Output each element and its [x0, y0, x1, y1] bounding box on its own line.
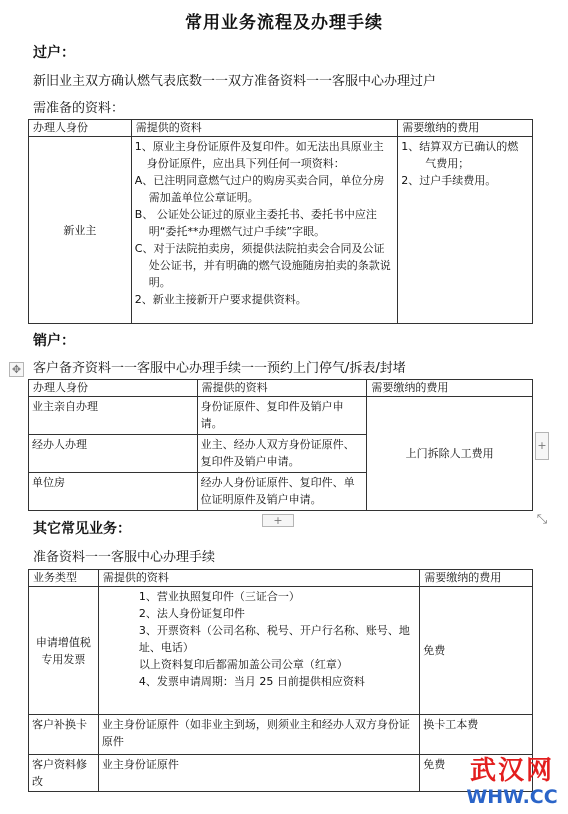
table-resize-handle-icon[interactable]: ⤡	[536, 512, 548, 527]
list-item: 3、开票资料（公司名称、税号、开户行名称、账号、地址、电话）	[138, 624, 410, 654]
other-flow: 准备资料一一客服中心办理手续	[33, 550, 216, 565]
site-watermark-logo	[456, 756, 568, 808]
cancel-heading: 销户：	[33, 333, 75, 349]
table-row	[29, 397, 533, 435]
transfer-materials-label: 需准备的资料：	[33, 101, 125, 116]
docs-cell	[98, 587, 419, 715]
header-cell: 需要缴纳的费用	[420, 570, 533, 587]
table-move-handle-icon[interactable]: ✥	[9, 362, 24, 377]
fees-cell	[398, 137, 533, 324]
identity-cell: 单位房	[29, 473, 198, 511]
table-row	[29, 137, 533, 324]
type-cell: 客户资料修改	[29, 755, 99, 792]
list-item: 1、营业执照复印件（三证合一）	[138, 590, 300, 603]
list-item: 1、结算双方已确认的燃气费用；	[401, 140, 519, 170]
list-item: 2、新业主接新开户要求提供资料。	[134, 293, 307, 306]
identity-cell: 业主亲自办理	[29, 397, 198, 435]
table-row	[29, 587, 533, 715]
header-cell: 需提供的资料	[98, 570, 419, 587]
docs-cell: 业主身份证原件	[98, 755, 419, 792]
type-cell: 客户补换卡	[29, 715, 99, 755]
header-cell: 业务类型	[29, 570, 99, 587]
watermark-text: 武汉网	[469, 756, 554, 786]
list-item: 2、过户手续费用。	[401, 174, 497, 187]
fee-cell: 免费	[420, 755, 533, 792]
cancel-flow: 客户备齐资料一一客服中心办理手续一一预约上门停气/拆表/封堵	[33, 361, 406, 376]
header-cell: 办理人身份	[29, 380, 198, 397]
header-cell: 办理人身份	[29, 120, 132, 137]
add-row-button[interactable]: +	[262, 514, 294, 527]
list-item: A、已注明同意燃气过户的购房买卖合同，单位分房需加盖单位公章证明。	[134, 174, 385, 204]
fee-cell: 换卡工本费	[420, 715, 533, 755]
list-item: 2、法人身份证复印件	[138, 607, 245, 620]
table-header-row	[29, 570, 533, 587]
docs-cell: 经办人身份证原件、复印件、单位证明原件及销户申请。	[197, 473, 367, 511]
fee-cell: 免费	[420, 587, 533, 715]
table-header-row	[29, 120, 533, 137]
docs-cell: 业主身份证原件（如非业主到场，则须业主和经办人双方身份证原件	[98, 715, 419, 755]
docs-cell	[131, 137, 397, 324]
header-cell: 需提供的资料	[197, 380, 367, 397]
header-cell: 需要缴纳的费用	[367, 380, 533, 397]
list-item: B、 公证处公证过的原业主委托书、委托书中应注明“委托**办理燃气过户手续”字眼。	[134, 208, 377, 238]
docs-cell: 身份证原件、复印件及销户申请。	[197, 397, 367, 435]
type-cell: 申请增值税专用发票	[29, 587, 99, 715]
header-cell: 需要缴纳的费用	[398, 120, 533, 137]
document-title: 常用业务流程及办理手续	[185, 13, 383, 33]
transfer-heading: 过户：	[33, 45, 75, 61]
list-item: 1、原业主身份证原件及复印件。如无法出具原业主身份证原件，应出具下列任何一项资料：	[134, 140, 384, 170]
table-row	[29, 715, 533, 755]
list-item: 4、发票申请周期：当月 25 日前提供相应资料	[138, 675, 365, 688]
transfer-flow: 新旧业主双方确认燃气表底数一一双方准备资料一一客服中心办理过户	[33, 74, 437, 89]
add-column-button[interactable]: +	[535, 432, 549, 460]
watermark-url: WHW.CC	[466, 786, 558, 808]
identity-cell: 经办人办理	[29, 435, 198, 473]
fee-cell: 上门拆除人工费用	[367, 397, 533, 511]
docs-cell: 业主、经办人双方身份证原件、复印件及销户申请。	[197, 435, 367, 473]
transfer-table	[28, 119, 533, 324]
identity-cell: 新业主	[29, 137, 132, 324]
header-cell: 需提供的资料	[131, 120, 397, 137]
list-item: 以上资料复印后都需加盖公司公章（红章）	[138, 658, 348, 671]
list-item: C、对于法院拍卖房，须提供法院拍卖会合同及公证处公证书，并有明确的燃气设施随房拍卖的条款说明。	[134, 242, 391, 289]
other-heading: 其它常见业务：	[33, 521, 131, 537]
cancel-table	[28, 379, 533, 511]
table-header-row	[29, 380, 533, 397]
